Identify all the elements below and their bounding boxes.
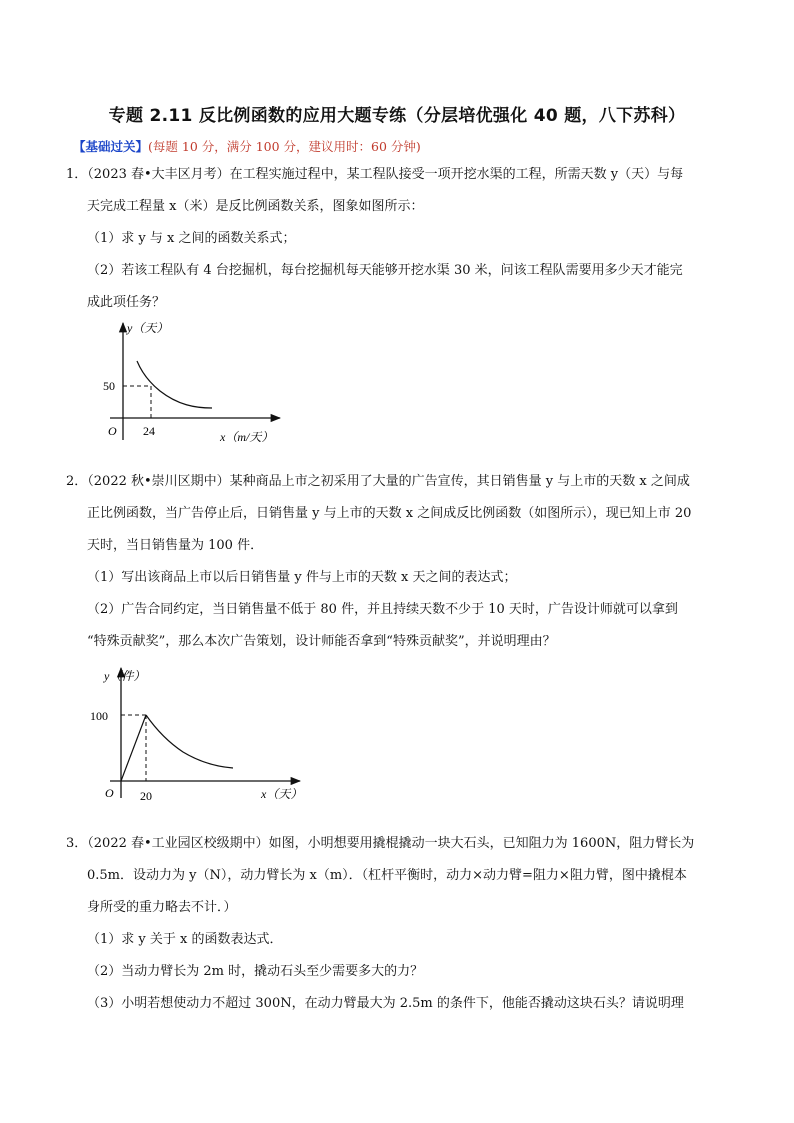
q2-x-axis-label: x（天）: [261, 787, 303, 801]
q2-line-2: 正比例函数，当广告停止后，日销售量 y 与上市的天数 x 之间成反比例函数（如图所示），现已知上市 20: [87, 506, 692, 521]
q3-line-3: 身所受的重力略去不计．）: [87, 900, 237, 915]
q2-graph: [85, 660, 315, 810]
q2-linear-segment: [121, 715, 146, 781]
q1-line-5: 成此项任务？: [87, 295, 166, 310]
q2-x-tick-label: 20: [140, 789, 152, 803]
q1-line-4: （2）若该工程队有 4 台挖掘机，每台挖掘机每天能够开挖水渠 30 米，问该工程队需要用多少天才能完: [87, 263, 683, 278]
q3-line-4: （1）求 y 关于 x 的函数表达式．: [87, 932, 283, 947]
q1-graph: [80, 315, 300, 455]
q2-line-5: （2）广告合同约定，当日销售量不低于 80 件，并且持续天数不少于 10 天时，广告设计师就可以拿到: [87, 602, 678, 617]
q3-line-1: 3．（2022 春•工业园区校级期中）如图，小明想要用撬棍撬动一块大石头，已知阻力为 1600N，阻力臂长为: [66, 836, 695, 851]
page-title: 专题 2.11 反比例函数的应用大题专练（分层培优强化 40 题，八下苏科）: [108, 106, 686, 126]
q1-x-axis-label: x（m/天）: [220, 430, 274, 444]
q2-line-6: “特殊贡献奖”，那么本次广告策划，设计师能否拿到“特殊贡献奖”，并说明理由？: [87, 634, 556, 649]
q1-line-1: 1．（2023 春•大丰区月考）在工程实施过程中，某工程队接受一项开挖水渠的工程，所需天数 y（天）与每: [66, 167, 684, 182]
q1-x-tick-label: 24: [143, 424, 155, 438]
q2-origin-label: O: [105, 786, 114, 800]
q3-line-2: 0.5m．设动力为 y（N），动力臂长为 x（m）．（杠杆平衡时，动力×动力臂=阻力×阻力臂，图中撬棍本: [87, 868, 687, 883]
q1-y-tick-label: 50: [103, 379, 115, 393]
q1-origin-label: O: [108, 424, 117, 438]
q3-line-5: （2）当动力臂长为 2m 时，撬动石头至少需要多大的力？: [87, 964, 424, 979]
q2-line-1: 2．（2022 秋•崇川区期中）某种商品上市之初采用了大量的广告宣传，其日销售量 y 与上市的天数 x 之间成: [66, 474, 690, 489]
q2-y-axis-label: y（件）: [104, 669, 146, 683]
q1-line-3: （1）求 y 与 x 之间的函数关系式；: [87, 231, 296, 246]
q3-line-6: （3）小明若想使动力不超过 300N，在动力臂最大为 2.5m 的条件下，他能否撬动这块石头？请说明理: [87, 996, 684, 1011]
q1-y-axis-label: y（天）: [127, 321, 169, 335]
q2-y-tick-label: 100: [90, 709, 108, 723]
section-header: [73, 137, 421, 155]
section-tag: 【基础过关】: [73, 139, 149, 154]
q2-hyperbola-curve: [146, 715, 233, 768]
q1-line-2: 天完成工程量 x（米）是反比例函数关系，图象如图所示：: [87, 199, 424, 214]
q1-hyperbola-curve: [137, 361, 212, 408]
q2-line-3: 天时，当日销售量为 100 件．: [87, 538, 264, 553]
q2-line-4: （1）写出该商品上市以后日销售量 y 件与上市的天数 x 天之间的表达式；: [87, 570, 517, 585]
section-info: (每题 10 分，满分 100 分，建议用时：60 分钟): [148, 139, 421, 154]
